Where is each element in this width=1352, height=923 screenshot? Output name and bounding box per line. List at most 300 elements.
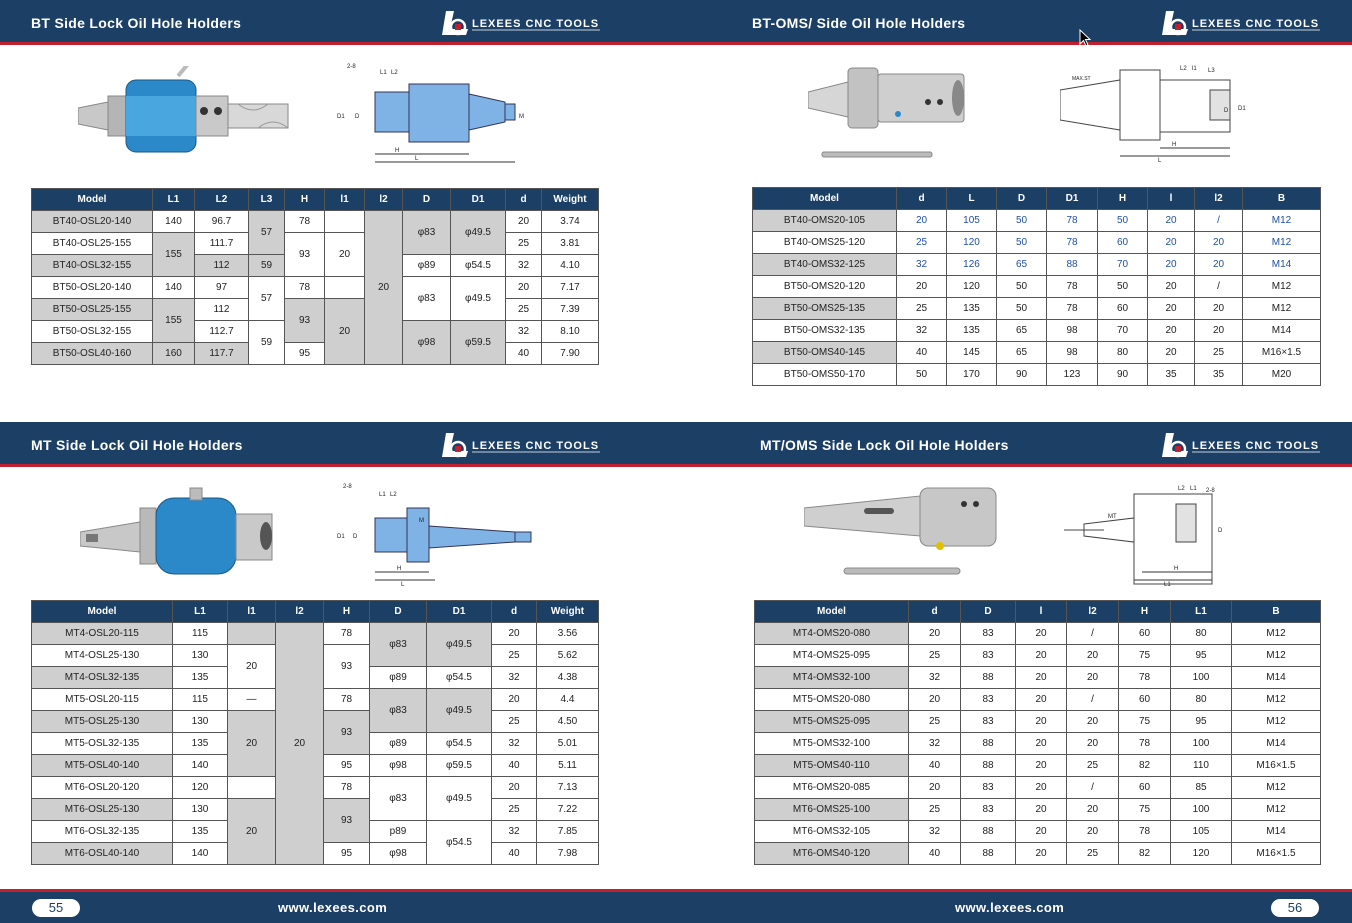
cell: 60 (1098, 232, 1148, 254)
column-header: L1 (173, 601, 228, 623)
cell: 20 (1067, 733, 1119, 755)
cell: 83 (961, 777, 1016, 799)
cell: 4.10 (542, 255, 599, 277)
model-cell: BT50-OSL20-140 (32, 277, 153, 299)
cell: M14 (1232, 821, 1321, 843)
cell: 57 (249, 211, 285, 255)
cell: 20 (506, 277, 542, 299)
cell: 32 (897, 254, 947, 276)
cell: 88 (1047, 254, 1098, 276)
column-header: L1 (153, 189, 195, 211)
table-row (755, 623, 1321, 645)
cell: 82 (1119, 843, 1171, 865)
column-header: l (1016, 601, 1067, 623)
cell: 115 (173, 623, 228, 645)
cell: 7.39 (542, 299, 599, 321)
cell: φ83 (403, 211, 451, 255)
cell (325, 211, 365, 233)
cell: M12 (1232, 689, 1321, 711)
page-footer (0, 889, 1352, 923)
svg-text:H: H (395, 148, 400, 154)
cell: 140 (153, 277, 195, 299)
column-header: D1 (451, 189, 506, 211)
model-cell: BT50-OSL32-155 (32, 321, 153, 343)
column-header: Model (32, 189, 153, 211)
cell: 20 (492, 777, 537, 799)
cell: 20 (492, 689, 537, 711)
cell: 32 (909, 667, 961, 689)
page-number-right: 56 (1271, 899, 1319, 917)
cell: M20 (1243, 364, 1321, 386)
cell: M14 (1243, 254, 1321, 276)
cell: φ54.5 (427, 733, 492, 755)
cell: 20 (1148, 254, 1195, 276)
svg-text:l1: l1 (1192, 66, 1197, 72)
cell: 123 (1047, 364, 1098, 386)
column-header: D (370, 601, 427, 623)
cell: 20 (909, 623, 961, 645)
table-row (32, 623, 599, 645)
model-cell: BT40-OMS20-105 (753, 210, 897, 232)
column-header: L2 (195, 189, 249, 211)
model-cell: MT6-OSL40-140 (32, 843, 173, 865)
cell: 3.74 (542, 211, 599, 233)
table-header-row (32, 189, 599, 211)
svg-text:M: M (419, 518, 424, 524)
cell: 32 (909, 733, 961, 755)
model-cell: BT50-OMS25-135 (753, 298, 897, 320)
cell: 20 (228, 645, 276, 689)
mt-oms-rows (755, 623, 1321, 865)
cell: 135 (173, 667, 228, 689)
cell: 20 (1067, 645, 1119, 667)
cell: 93 (285, 299, 325, 343)
cell: 20 (1148, 210, 1195, 232)
cell: 78 (1047, 210, 1098, 232)
cell: 90 (997, 364, 1047, 386)
cell: 20 (1195, 254, 1243, 276)
table-row (755, 755, 1321, 777)
cell: 25 (1067, 843, 1119, 865)
cell: 50 (997, 298, 1047, 320)
cell: 75 (1119, 645, 1171, 667)
cell: 155 (153, 233, 195, 277)
model-cell: BT50-OSL25-155 (32, 299, 153, 321)
cell: 78 (285, 277, 325, 299)
model-cell: MT5-OMS40-110 (755, 755, 909, 777)
model-cell: MT5-OSL25-130 (32, 711, 173, 733)
cell: 82 (1119, 755, 1171, 777)
cell: 75 (1119, 799, 1171, 821)
cell: 40 (909, 843, 961, 865)
cell: 50 (1098, 210, 1148, 232)
cell: 59 (249, 321, 285, 365)
model-cell: MT5-OSL20-115 (32, 689, 173, 711)
cell: 145 (947, 342, 997, 364)
cell: 95 (324, 843, 370, 865)
table-row (32, 277, 599, 299)
model-cell: MT4-OSL32-135 (32, 667, 173, 689)
cell: 20 (1016, 777, 1067, 799)
column-header: l1 (228, 601, 276, 623)
cell: 83 (961, 645, 1016, 667)
svg-text:H: H (397, 566, 402, 572)
column-header: d (909, 601, 961, 623)
cell: M14 (1232, 667, 1321, 689)
model-cell: MT4-OSL25-130 (32, 645, 173, 667)
cell: 78 (1047, 232, 1098, 254)
cell: 65 (997, 342, 1047, 364)
table-row (755, 733, 1321, 755)
cell: 57 (249, 277, 285, 321)
cell: 25 (909, 645, 961, 667)
cell: 96.7 (195, 211, 249, 233)
cell: φ54.5 (427, 821, 492, 865)
cell: 25 (506, 233, 542, 255)
cell: 20 (365, 211, 403, 365)
column-header: D (997, 188, 1047, 210)
cell: 70 (1098, 254, 1148, 276)
cell: φ49.5 (451, 277, 506, 321)
bt-osl-spec-table (31, 188, 599, 365)
cell: 20 (897, 210, 947, 232)
column-header: L1 (1171, 601, 1232, 623)
table-row (755, 799, 1321, 821)
cell: 40 (909, 755, 961, 777)
cell: 25 (506, 299, 542, 321)
cell: 80 (1171, 623, 1232, 645)
model-cell: BT40-OSL32-155 (32, 255, 153, 277)
cell: 20 (1016, 623, 1067, 645)
svg-text:L1: L1 (1190, 486, 1197, 492)
cell: 140 (153, 211, 195, 233)
cell: 83 (961, 799, 1016, 821)
cell: 20 (897, 276, 947, 298)
cell: 120 (947, 276, 997, 298)
model-cell: BT40-OSL20-140 (32, 211, 153, 233)
cell: 126 (947, 254, 997, 276)
table-row (755, 645, 1321, 667)
cell: 20 (1067, 667, 1119, 689)
cell: M16×1.5 (1232, 843, 1321, 865)
lexees-logo (442, 7, 602, 37)
table-header-row (755, 601, 1321, 623)
cell: 20 (228, 711, 276, 777)
column-header: Model (32, 601, 173, 623)
cell: 20 (1016, 689, 1067, 711)
svg-text:L3: L3 (1208, 68, 1215, 74)
cell: 32 (506, 321, 542, 343)
cell: 65 (997, 254, 1047, 276)
cell: M16×1.5 (1243, 342, 1321, 364)
cell: φ89 (403, 255, 451, 277)
cell: 95 (1171, 711, 1232, 733)
mt-oms-technical-drawing (1064, 480, 1244, 595)
svg-text:MT: MT (1108, 514, 1117, 520)
model-cell: MT6-OSL32-135 (32, 821, 173, 843)
cell: 60 (1098, 298, 1148, 320)
cell: 75 (1119, 711, 1171, 733)
cell: 93 (324, 799, 370, 843)
cell: 50 (1098, 276, 1148, 298)
cell: / (1067, 689, 1119, 711)
cell (325, 277, 365, 299)
mouse-cursor-icon (1079, 29, 1091, 52)
cell: 130 (173, 645, 228, 667)
cell: 60 (1119, 689, 1171, 711)
model-cell: MT4-OMS20-080 (755, 623, 909, 645)
cell: 35 (1195, 364, 1243, 386)
column-header: Weight (537, 601, 599, 623)
website-link-left[interactable]: www.lexees.com (278, 900, 388, 915)
cell: 20 (1067, 821, 1119, 843)
model-cell: MT6-OSL25-130 (32, 799, 173, 821)
cell: 20 (1016, 799, 1067, 821)
table-header-row (753, 188, 1321, 210)
cell: / (1195, 276, 1243, 298)
cell: 32 (909, 821, 961, 843)
mt-osl-holder-photo (80, 486, 280, 581)
table-row (755, 667, 1321, 689)
cell: φ59.5 (427, 755, 492, 777)
svg-text:2-8: 2-8 (347, 64, 356, 70)
cell: 4.4 (537, 689, 599, 711)
column-header: H (285, 189, 325, 211)
cell: 95 (285, 343, 325, 365)
cell: 4.38 (537, 667, 599, 689)
cell: 20 (1016, 667, 1067, 689)
cell: 112.7 (195, 321, 249, 343)
lexees-logo (1162, 429, 1322, 459)
cell: 40 (897, 342, 947, 364)
cell: 50 (997, 276, 1047, 298)
column-header: B (1243, 188, 1321, 210)
cell: 25 (1195, 342, 1243, 364)
cell: 20 (1148, 342, 1195, 364)
model-cell: MT4-OMS25-095 (755, 645, 909, 667)
table-row (755, 711, 1321, 733)
table-row (755, 777, 1321, 799)
cell: 32 (506, 255, 542, 277)
cell (228, 777, 276, 799)
cell: M12 (1232, 777, 1321, 799)
cell: 20 (1016, 821, 1067, 843)
bt-osl-technical-drawing (335, 60, 535, 175)
cell: φ83 (370, 623, 427, 667)
cell: 7.13 (537, 777, 599, 799)
cell: 65 (997, 320, 1047, 342)
bt-oms-technical-drawing (1060, 60, 1260, 175)
svg-text:D1: D1 (337, 534, 345, 540)
cell: 98 (1047, 342, 1098, 364)
svg-text:L2: L2 (1180, 66, 1187, 72)
cell: φ49.5 (427, 623, 492, 667)
table-row (755, 689, 1321, 711)
cell: 25 (492, 799, 537, 821)
cell: φ59.5 (451, 321, 506, 365)
mt-oms-spec-table (754, 600, 1321, 865)
model-cell: MT6-OMS40-120 (755, 843, 909, 865)
column-header: D (403, 189, 451, 211)
cell: 140 (173, 755, 228, 777)
cell: 32 (492, 821, 537, 843)
cell: 78 (1047, 298, 1098, 320)
svg-text:D: D (1224, 108, 1229, 114)
cell: 20 (1148, 232, 1195, 254)
cell: 25 (897, 232, 947, 254)
table-row (753, 254, 1321, 276)
cell: φ83 (403, 277, 451, 321)
cell: 95 (1171, 645, 1232, 667)
cell: φ54.5 (451, 255, 506, 277)
cell: 20 (909, 777, 961, 799)
cell: 160 (153, 343, 195, 365)
model-cell: MT5-OMS20-080 (755, 689, 909, 711)
table-row (755, 843, 1321, 865)
cell: 50 (997, 232, 1047, 254)
cell: 20 (1195, 320, 1243, 342)
cell: 20 (1016, 843, 1067, 865)
model-cell: MT5-OSL32-135 (32, 733, 173, 755)
column-header: d (506, 189, 542, 211)
model-cell: BT50-OMS50-170 (753, 364, 897, 386)
cell: 20 (325, 233, 365, 277)
cell: 93 (285, 233, 325, 277)
cell: 4.50 (537, 711, 599, 733)
cell: 100 (1171, 667, 1232, 689)
cell: φ49.5 (427, 689, 492, 733)
cell: 105 (1171, 821, 1232, 843)
section-title: MT/OMS Side Lock Oil Hole Holders (760, 437, 1009, 453)
section-title: BT-OMS/ Side Oil Hole Holders (752, 15, 966, 31)
cell: 70 (1098, 320, 1148, 342)
column-header: H (324, 601, 370, 623)
model-cell: MT5-OMS25-095 (755, 711, 909, 733)
cell: 135 (173, 733, 228, 755)
cell: 20 (1195, 232, 1243, 254)
column-header: Model (753, 188, 897, 210)
svg-text:L: L (415, 156, 419, 162)
model-cell: BT40-OSL25-155 (32, 233, 153, 255)
model-cell: MT5-OSL40-140 (32, 755, 173, 777)
column-header: H (1098, 188, 1148, 210)
svg-text:L: L (1158, 158, 1162, 164)
cell: 25 (897, 298, 947, 320)
cell: 20 (1016, 755, 1067, 777)
cell: 115 (173, 689, 228, 711)
column-header: Model (755, 601, 909, 623)
cell (228, 623, 276, 645)
cell: 88 (961, 821, 1016, 843)
cell: φ83 (370, 689, 427, 733)
cell: M12 (1232, 799, 1321, 821)
cell: / (1067, 777, 1119, 799)
cell: 20 (325, 299, 365, 365)
cell: 60 (1119, 623, 1171, 645)
cell: 88 (961, 733, 1016, 755)
column-header: L3 (249, 189, 285, 211)
cell: 120 (947, 232, 997, 254)
svg-text:LEXEES CNC TOOLS: LEXEES CNC TOOLS (472, 440, 600, 452)
mt-oms-holder-photo (804, 486, 1004, 587)
cell: 88 (961, 755, 1016, 777)
cell: 7.90 (542, 343, 599, 365)
cell: 78 (1047, 276, 1098, 298)
cell: 85 (1171, 777, 1232, 799)
model-cell: BT40-OMS32-125 (753, 254, 897, 276)
cell: M12 (1232, 645, 1321, 667)
cell: 20 (1195, 298, 1243, 320)
cell: 100 (1171, 733, 1232, 755)
table-row (753, 276, 1321, 298)
cell: 140 (173, 843, 228, 865)
model-cell: BT50-OMS32-135 (753, 320, 897, 342)
cell: 80 (1171, 689, 1232, 711)
column-header: l2 (276, 601, 324, 623)
cell: φ83 (370, 777, 427, 821)
bt-oms-spec-table (752, 187, 1321, 386)
cell: 5.01 (537, 733, 599, 755)
cell: φ89 (370, 667, 427, 689)
cell: 130 (173, 711, 228, 733)
table-row (753, 298, 1321, 320)
column-header: d (897, 188, 947, 210)
model-cell: BT50-OMS40-145 (753, 342, 897, 364)
lexees-logo (1162, 7, 1322, 37)
cell: 135 (947, 320, 997, 342)
cell: 25 (909, 711, 961, 733)
model-cell: BT50-OSL40-160 (32, 343, 153, 365)
cell: M12 (1232, 623, 1321, 645)
cell: 20 (228, 799, 276, 865)
lexees-logo (442, 429, 602, 459)
cell: 20 (492, 623, 537, 645)
svg-text:H: H (1172, 142, 1177, 148)
cell: 110 (1171, 755, 1232, 777)
column-header: D1 (1047, 188, 1098, 210)
svg-text:LEXEES CNC TOOLS: LEXEES CNC TOOLS (1192, 18, 1320, 30)
svg-text:D1: D1 (1238, 106, 1246, 112)
website-link-right[interactable]: www.lexees.com (955, 900, 1065, 915)
cell: 78 (285, 211, 325, 233)
cell: — (228, 689, 276, 711)
cell: M12 (1232, 711, 1321, 733)
cell: 50 (997, 210, 1047, 232)
model-cell: BT50-OMS20-120 (753, 276, 897, 298)
cell: φ49.5 (427, 777, 492, 821)
cell: 7.17 (542, 277, 599, 299)
cell: M12 (1243, 232, 1321, 254)
cell: 7.98 (537, 843, 599, 865)
cell: 5.62 (537, 645, 599, 667)
svg-text:L2: L2 (1178, 486, 1185, 492)
cell: 20 (276, 623, 324, 865)
cell: 32 (492, 667, 537, 689)
cell: 20 (1016, 645, 1067, 667)
cell: 88 (961, 667, 1016, 689)
cell: 83 (961, 623, 1016, 645)
cell: 112 (195, 255, 249, 277)
model-cell: MT6-OSL20-120 (32, 777, 173, 799)
svg-text:D: D (355, 114, 360, 120)
cell: 78 (324, 777, 370, 799)
section-header-mt-oms (676, 422, 1352, 467)
cell: 105 (947, 210, 997, 232)
svg-text:M: M (519, 114, 524, 120)
cell: 60 (1119, 777, 1171, 799)
cell: 25 (492, 711, 537, 733)
cell: 83 (961, 711, 1016, 733)
